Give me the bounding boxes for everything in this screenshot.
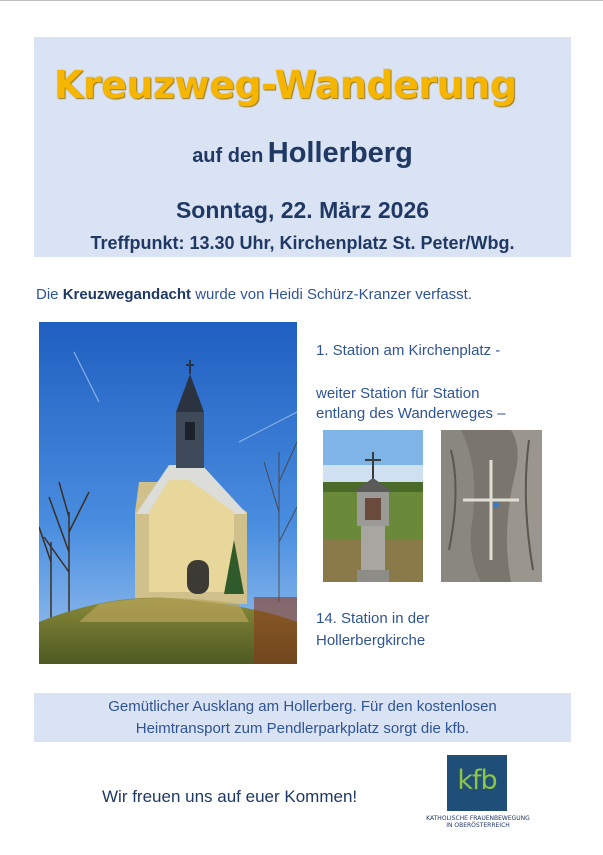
header-panel bbox=[34, 37, 571, 257]
intro-before: Die bbox=[36, 286, 59, 303]
church-photo bbox=[39, 322, 297, 664]
event-date: Sonntag, 22. März 2026 bbox=[175, 197, 430, 223]
intro-text bbox=[36, 286, 472, 303]
kfb-logo bbox=[447, 755, 507, 811]
kfb-caption-line1: KATHOLISCHE FRAUENBEWEGUNG bbox=[426, 815, 530, 822]
kfb-caption-line2: IN OBERÖSTERREICH bbox=[446, 822, 510, 829]
subtitle bbox=[34, 137, 571, 170]
station-last-line1: 14. Station in der bbox=[316, 610, 430, 627]
tree-cross-photo bbox=[441, 430, 542, 582]
footer-panel bbox=[34, 693, 571, 742]
top-border bbox=[0, 0, 603, 1]
station-middle bbox=[316, 384, 506, 424]
station-middle-line1: weiter Station für Station bbox=[316, 385, 480, 402]
station-last-line2: Hollerbergkirche bbox=[316, 632, 426, 649]
page-title: Kreuzweg-Wanderung bbox=[54, 63, 517, 107]
footer-line1: Gemütlicher Ausklang am Hollerberg. Für den kostenlosen bbox=[108, 698, 497, 715]
station-last bbox=[316, 608, 429, 652]
footer-line2: Heimtransport zum Pendlerparkplatz sorgt die kfb. bbox=[135, 720, 470, 737]
kfb-logo-mark: kfb bbox=[457, 765, 497, 796]
meeting-point: Treffpunkt: 13.30 Uhr, Kirchenplatz St. Peter/Wbg. bbox=[90, 233, 515, 253]
intro-after: wurde von Heidi Schürz-Kranzer verfasst. bbox=[195, 286, 472, 303]
station-first: 1. Station am Kirchenplatz - bbox=[316, 342, 501, 359]
subtitle-place: Hollerberg bbox=[267, 137, 413, 169]
station-middle-line2: entlang des Wanderweges – bbox=[316, 405, 506, 422]
intro-highlight: Kreuzwegandacht bbox=[62, 286, 192, 303]
subtitle-prefix: auf den bbox=[192, 145, 264, 167]
wayside-shrine-photo bbox=[323, 430, 423, 582]
closing-text: Wir freuen uns auf euer Kommen! bbox=[102, 787, 358, 806]
kfb-logo-caption bbox=[420, 815, 536, 829]
